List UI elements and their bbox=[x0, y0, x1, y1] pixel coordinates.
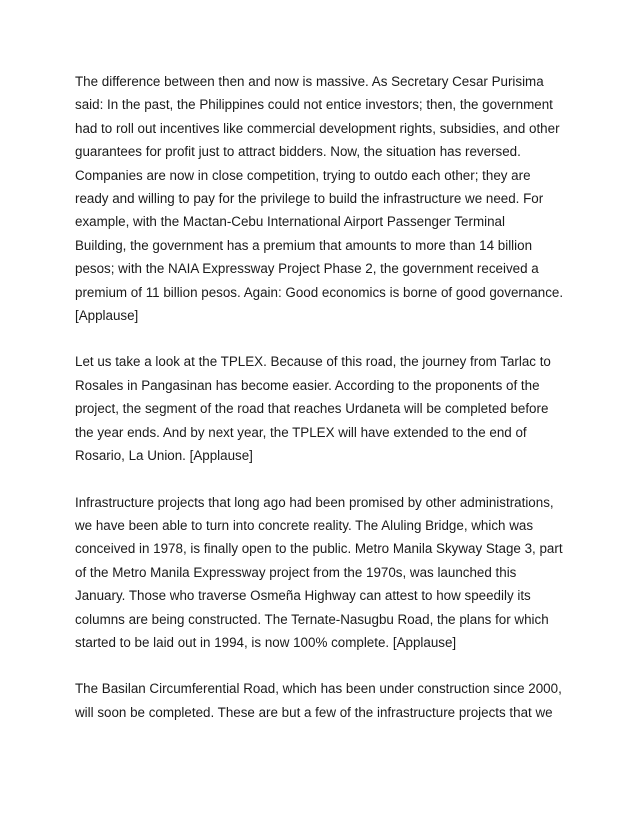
text-line: conceived in 1978, is finally open to the public. Metro Manila Skyway Stage 3, part bbox=[75, 541, 563, 557]
text-line: the year ends. And by next year, the TPLEX will have extended to the end of bbox=[75, 424, 527, 440]
text-line: started to be laid out in 1994, is now 100% complete. [Applause] bbox=[75, 634, 457, 650]
paragraph-3 bbox=[75, 491, 575, 655]
text-line: Building, the government has a premium that amounts to more than 14 billion bbox=[75, 237, 533, 253]
document-page bbox=[75, 70, 575, 747]
text-line: Let us take a look at the TPLEX. Because of this road, the journey from Tarlac to bbox=[75, 354, 551, 370]
text-line: Infrastructure projects that long ago had been promised by other administrations, bbox=[75, 494, 554, 510]
text-line: pesos; with the NAIA Expressway Project Phase 2, the government received a bbox=[75, 261, 539, 277]
text-line: Rosario, La Union. [Applause] bbox=[75, 448, 253, 464]
text-line: The difference between then and now is massive. As Secretary Cesar Purisima bbox=[75, 74, 544, 89]
text-line: Rosales in Pangasinan has become easier. According to the proponents of the bbox=[75, 377, 540, 393]
text-line: Companies are now in close competition, trying to outdo each other; they are bbox=[75, 167, 531, 183]
text-line: premium of 11 billion pesos. Again: Good economics is borne of good governance. bbox=[75, 284, 564, 300]
text-line: guarantees for profit just to attract bidders. Now, the situation has reversed. bbox=[75, 144, 521, 160]
text-line: of the Metro Manila Expressway project from the 1970s, was launched this bbox=[75, 564, 517, 580]
text-line: example, with the Mactan-Cebu International Airport Passenger Terminal bbox=[75, 214, 505, 230]
paragraph-2 bbox=[75, 350, 575, 467]
paragraph-1 bbox=[75, 70, 575, 327]
text-line: ready and willing to pay for the privilege to build the infrastructure we need. For bbox=[75, 191, 544, 207]
text-line: had to roll out incentives like commercial development rights, subsidies, and other bbox=[75, 120, 560, 136]
text-line: columns are being constructed. The Ternate-Nasugbu Road, the plans for which bbox=[75, 611, 549, 627]
text-line: we have been able to turn into concrete reality. The Aluling Bridge, which was bbox=[75, 517, 534, 533]
text-line: will soon be completed. These are but a few of the infrastructure projects that we bbox=[75, 704, 553, 720]
text-line: The Basilan Circumferential Road, which has been under construction since 2000, bbox=[75, 681, 562, 697]
text-line: January. Those who traverse Osmeña Highway can attest to how speedily its bbox=[75, 588, 531, 604]
paragraph-4 bbox=[75, 677, 575, 724]
text-line: project, the segment of the road that reaches Urdaneta will be completed before bbox=[75, 401, 549, 417]
text-line: [Applause] bbox=[75, 308, 139, 324]
text-line: said: In the past, the Philippines could not entice investors; then, the government bbox=[75, 97, 553, 113]
